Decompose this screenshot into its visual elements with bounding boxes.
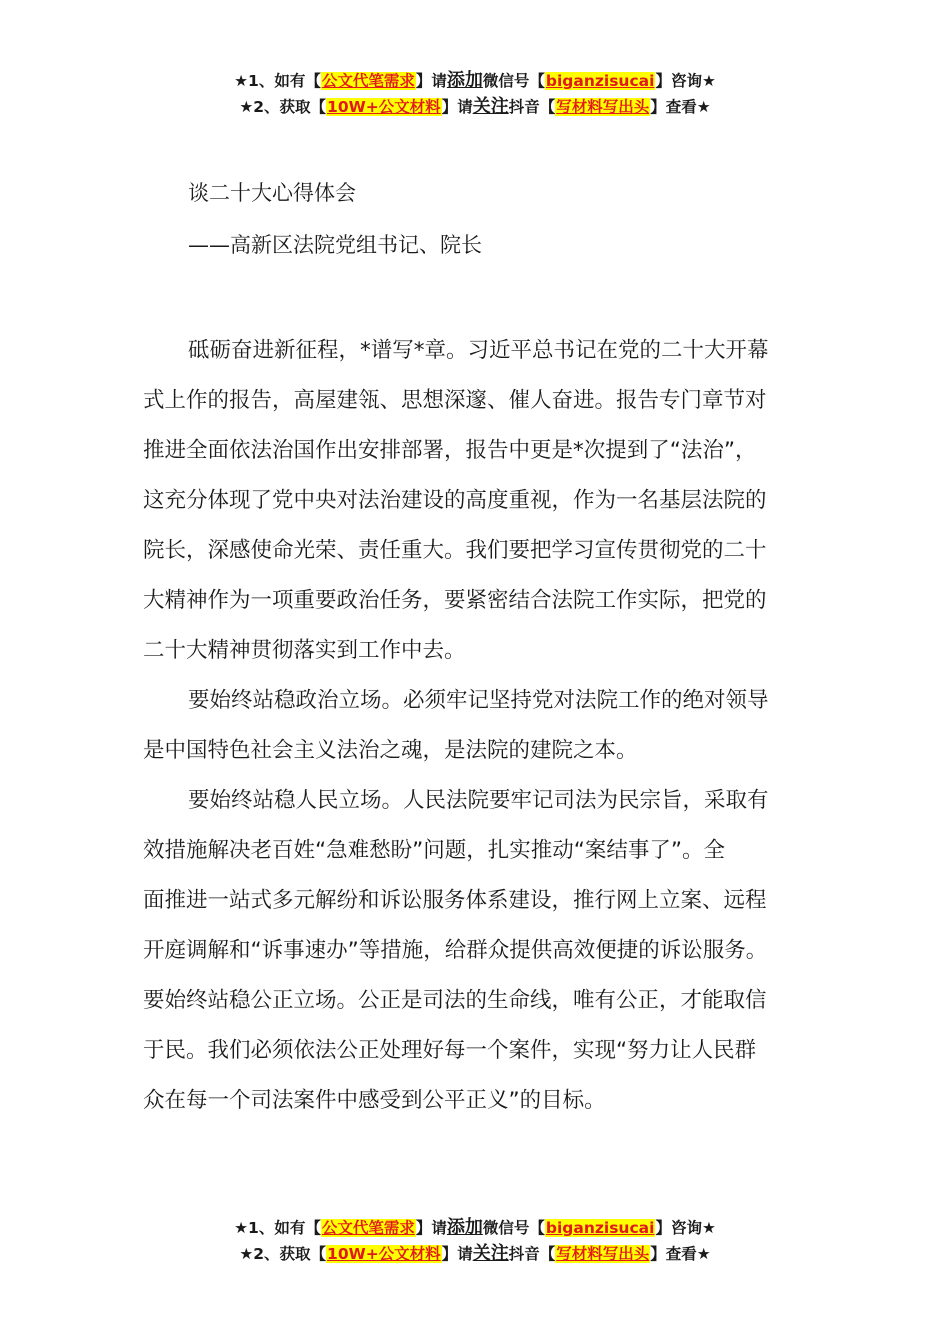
body-line: 二十大精神贯彻落实到工作中去。 [143, 638, 466, 663]
banner-text: 】请 [441, 1245, 473, 1263]
body-line: 式上作的报告，高屋建瓴、思想深邃、催人奋进。报告专门章节对 [143, 388, 767, 413]
footer-banner [0, 1215, 950, 1267]
banner-text: ★1、如有【 [234, 72, 321, 90]
document-body [143, 326, 807, 1126]
banner-text: 】查看★ [650, 1245, 711, 1263]
banner-text: ★2、获取【 [239, 98, 327, 116]
body-line: 砥砺奋进新征程，*谱写*章。习近平总书记在党的二十大开幕 [188, 338, 769, 363]
banner-highlight: 公文代笔需求 [321, 1219, 415, 1237]
banner-highlight: biganzisucai [545, 1219, 655, 1237]
banner-text: 抖音【 [508, 98, 556, 116]
banner-emphasis: 关注 [472, 96, 509, 117]
banner-text: 微信号【 [482, 1219, 545, 1237]
banner-text: 】请 [441, 98, 473, 116]
banner-text: 】咨询★ [655, 72, 716, 90]
body-line: 效措施解决老百姓“急难愁盼”问题，扎实推动“案结事了”。全 [143, 838, 726, 863]
banner-line-2 [0, 1241, 950, 1267]
banner-text: 】咨询★ [655, 1219, 716, 1237]
body-line: 推进全面依法治国作出安排部署，报告中更是*次提到了“法治”， [143, 438, 757, 463]
body-line: 要始终站稳政治立场。必须牢记坚持党对法院工作的绝对领导 [188, 688, 769, 713]
banner-text: 】请 [415, 72, 447, 90]
body-line: 众在每一个司法案件中感受到公平正义”的目标。 [143, 1088, 606, 1113]
banner-text: 抖音【 [508, 1245, 556, 1263]
body-line: 院长，深感使命光荣、责任重大。我们要把学习宣传贯彻党的二十 [143, 538, 767, 563]
body-line: 这充分体现了党中央对法治建设的高度重视，作为一名基层法院的 [143, 488, 767, 513]
banner-text: ★2、获取【 [239, 1245, 327, 1263]
banner-text: ★1、如有【 [234, 1219, 321, 1237]
body-line: 大精神作为一项重要政治任务，要紧密结合法院工作实际，把党的 [143, 588, 767, 613]
banner-text: 】查看★ [650, 98, 711, 116]
banner-emphasis: 关注 [472, 1243, 509, 1264]
banner-highlight: 公文代笔需求 [321, 72, 415, 90]
banner-highlight: 写材料写出头 [556, 98, 650, 116]
body-line: 要始终站稳公正立场。公正是司法的生命线，唯有公正，才能取信 [143, 988, 767, 1013]
banner-text: 】请 [415, 1219, 447, 1237]
body-line: 开庭调解和“诉事速办”等措施，给群众提供高效便捷的诉讼服务。 [143, 938, 768, 963]
header-banner [0, 68, 950, 120]
banner-text: 微信号【 [482, 72, 545, 90]
banner-highlight: 10W+公文材料 [327, 1245, 441, 1263]
banner-emphasis: 添加 [446, 70, 483, 91]
document-subtitle: ——高新区法院党组书记、院长 [188, 233, 482, 257]
banner-line-1 [0, 1215, 950, 1241]
banner-line-1 [0, 68, 950, 94]
banner-highlight: 10W+公文材料 [327, 98, 441, 116]
banner-highlight: 写材料写出头 [556, 1245, 650, 1263]
document-title: 谈二十大心得体会 [188, 181, 356, 205]
banner-line-2 [0, 94, 950, 120]
body-line: 要始终站稳人民立场。人民法院要牢记司法为民宗旨，采取有 [188, 788, 769, 813]
body-line: 于民。我们必须依法公正处理好每一个案件，实现“努力让人民群 [143, 1038, 757, 1063]
body-line: 是中国特色社会主义法治之魂，是法院的建院之本。 [143, 738, 638, 763]
banner-highlight: biganzisucai [545, 72, 655, 90]
banner-emphasis: 添加 [446, 1217, 483, 1238]
body-line: 面推进一站式多元解纷和诉讼服务体系建设，推行网上立案、远程 [143, 888, 767, 913]
